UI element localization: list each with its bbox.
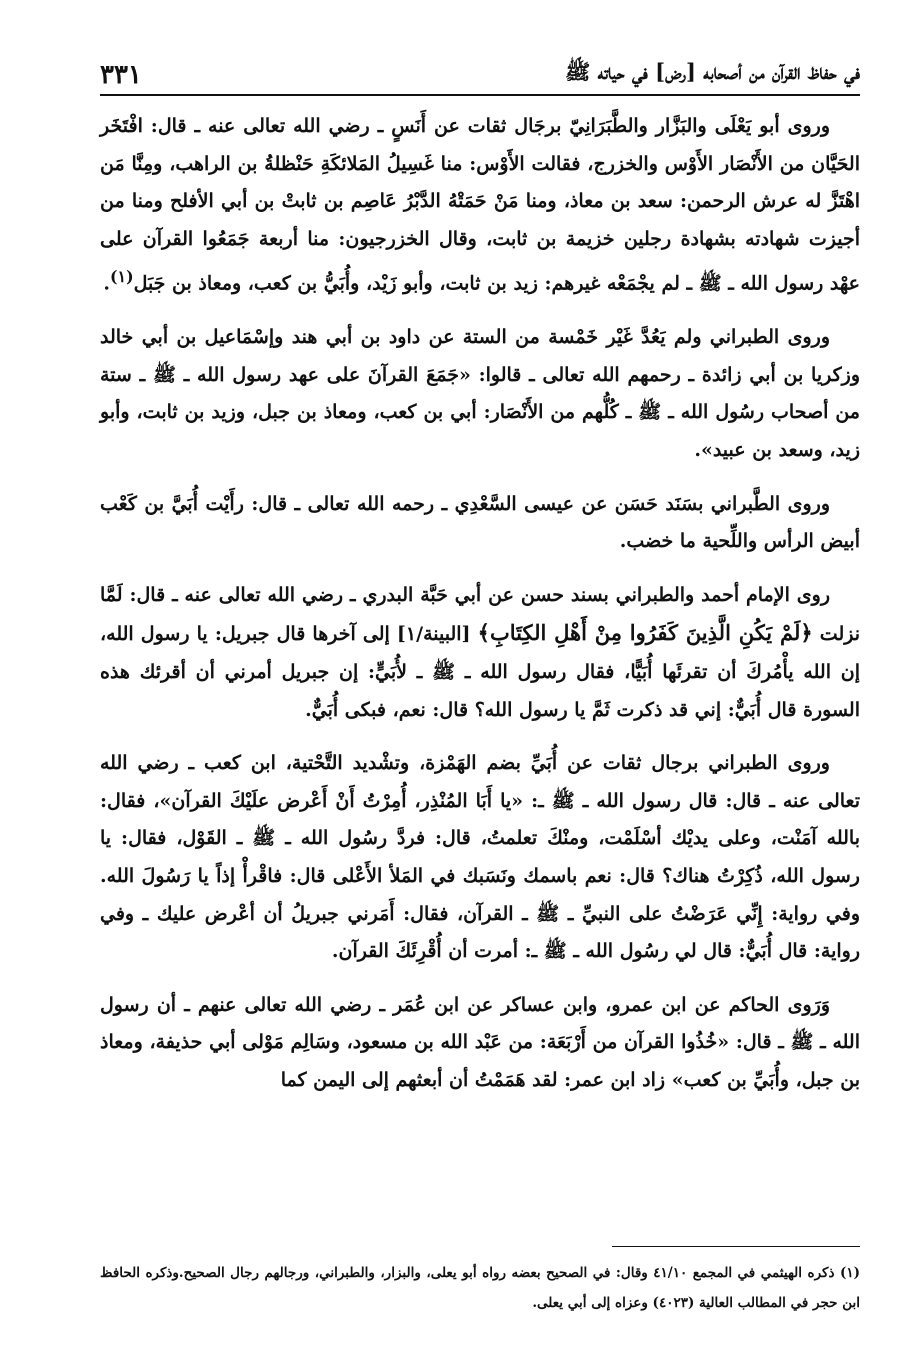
page-number: ٣٣١ <box>100 60 142 90</box>
paragraph-6: وَرَوى الحاكم عن ابن عمرو، وابن عساكر عن ابن عُمَر ـ رضي الله تعالى عنهم ـ أن رسول الله ـ ﷺ ـ قال: «خُذُوا القرآن من أَرْبَعَة: من عَبْد الله بن مسعود، وسَالِم مَوْلى أبي حذيفة، ومعاذ بن جبل، وأُبَيِّ بن كعب» زاد ابن عمر: لقد هَمَمْتُ أن أبعثهم إلى اليمن كما <box>100 993 860 1091</box>
quran-verse: ﴿لَمْ يَكُنِ الَّذِينَ كَفَرُوا مِنْ أَهْلِ الكِتَابِ﴾ <box>477 620 813 646</box>
footnote-reference: (١) <box>110 267 134 287</box>
paragraph-2: وروى الطبراني ولم يَعُدَّ غَيْر خَمْسة من الستة عن داود بن أبي هند وإسْمَاعيل بن أبي خالد وزكريا بن أبي زائدة ـ رحمهم الله تعالى ـ قالوا: «جَمَعَ القرآنَ على عهد رسول الله ـ ﷺ ـ ستة من أصحاب رسُول الله ـ ﷺ ـ كُلُّهم من الأَنْصَار: أبي بن كعب، ومعاذ بن جبل، وزيد بن ثابت، وأبو زيد، وسعد بن عبيد». <box>100 326 860 462</box>
paragraph-5: وروى الطبراني برجال ثقات عن أُبَيِّ بضم الهَمْزة، وتشْديد التَّحْتية، ابن كعب ـ رضي الله تعالى عنه ـ قال: قال رسول الله ـ ﷺ ـ: «يا أَبَا المُنْذِر، أُمِرْتُ أَنْ أَعْرض علَيْكَ القرآن»، فقال: بالله آمَنْت، وعلى يديْك أسْلَمْت، ومنْكَ تعلمتُ، قال: فردَّ رسُول الله ـ ﷺ ـ القَوْل، فقال: يا رسول الله، ذُكِرْتُ هناك؟ قال: نعم باسمك ونَسَبك في المَلأ الأَعْلى قال: فاقْرأْ إذاً يا رَسُولَ الله. وفي رواية: إِنِّي عَرَضْتُ على النبيِّ ـ ﷺ ـ القرآن، فقال: أَمَرني جبريلُ أن أعْرض عليك ـ وفي رواية: قال أُبَيٌّ: قال لي رسُول الله ـ ﷺ ـ: أمرت أن أُقْرِئَكَ القرآن. <box>100 752 860 963</box>
main-text <box>100 108 860 1116</box>
paragraph-4 <box>100 577 860 729</box>
footnote-1: (١) ذكره الهيثمي في المجمع ٤١/١٠ وقال: في الصحيح بعضه رواه أبو يعلى، والبزار، والطبراني، ورجالهم رجال الصحيح.وذكره الحافظ ابن حجر في المطالب العالية (٤٠٢٣) وعزاه إلى أبي يعلى. <box>100 1265 860 1311</box>
paragraph-1: وروى أبو يَعْلَى والبَزَّار والطَّبَرَانِيّ برجَال ثقات عن أَنَسٍ ـ رضي الله تعالى عنه ـ قال: افْتَخَر الحَيَّان من الأَنْصَار الأَوْس والخزرج، فقالت الأَوْس: منا غَسِيلُ المَلائكَةِ حَنْظلةُ بن الراهب، ومِنَّا مَن اهْتَزَّ له عرش الرحمن: سعد بن معاذ، ومنا مَنْ حَمَتْهُ الدَّبْرُ عَاصِم بن ثابتْ بن أبي الأفلح ومنا من أجيزت شهادته بشهادة رجلين خزيمة بن ثابت، وقال الخزرجيون: منا أربعة جَمَعُوا القرآن على عهْد رسول الله ـ ﷺ ـ لم يجْمَعْه غيرهم: زيد بن ثابت، وأبو زَيْد، وأُبَيُّ بن كعب، ومعاذ بن جَبَل$^{(١)}$. <box>100 115 860 295</box>
paragraph-4-text-end: [البينة/١] إلى آخرها قال جبريل: يا رسول الله، إن الله يأْمُركَ أن تقرئَها أُبَيًّا، فقال رسول الله ـ ﷺ ـ لأُبَيٍّ: إن جبريل أمرني أن أقرئك هذه السورة قال أُبَيٌّ: إني قد ذكرت ثَمَّ يا رسول الله؟ قال: نعم، فبكى أُبَيٌّ. <box>100 623 860 721</box>
paragraph-4-text-start: روى الإمام أحمد والطبراني بسند حسن عن أبي حَبَّة البدري ـ رضي الله تعالى عنه ـ قال: لَمَّا نزلت <box>100 583 861 646</box>
paragraph-1-text: وروى أبو يَعْلَى والبَزَّار والطَّبَرَانِيّ برجَال ثقات عن أَنَسٍ ـ رضي الله تعالى عنه ـ قال: افْتَخَر الحَيَّان من الأَنْصَار الأَوْس والخزرج، فقالت الأَوْس: منا غَسِيلُ المَلائكَةِ حَنْظلةُ بن الراهب، ومِنَّا مَن اهْتَزَّ له عرش الرحمن: سعد بن معاذ، ومنا مَنْ حَمَتْهُ الدَّبْرُ عَاصِم بن ثابتْ بن أبي الأفلح ومنا من أجيزت شهادته بشهادة رجلين خزيمة بن ثابت، وقال الخزرجيون: منا أربعة جَمَعُوا القرآن على عهْد رسول الله ـ ﷺ ـ لم يجْمَعْه غيرهم: زيد بن ثابت، وأبو زَيْد، وأُبَيُّ بن كعب، ومعاذ بن جَبَل <box>100 115 860 295</box>
footnotes <box>100 1258 860 1318</box>
footnote-divider <box>612 1246 860 1247</box>
paragraph-3: وروى الطَّبراني بسَنَد حَسَن عن عيسى السَّعْدِي ـ رحمه الله تعالى ـ قال: رأَيْت أُبَيَّ بن كَعْب أبيض الرأس واللِّحية ما خضب. <box>100 492 860 553</box>
running-title: في حفاظ القرآن من أصحابه [رض] في حياته ﷺ <box>564 59 860 84</box>
page-header <box>100 48 860 90</box>
header-divider <box>100 94 860 96</box>
